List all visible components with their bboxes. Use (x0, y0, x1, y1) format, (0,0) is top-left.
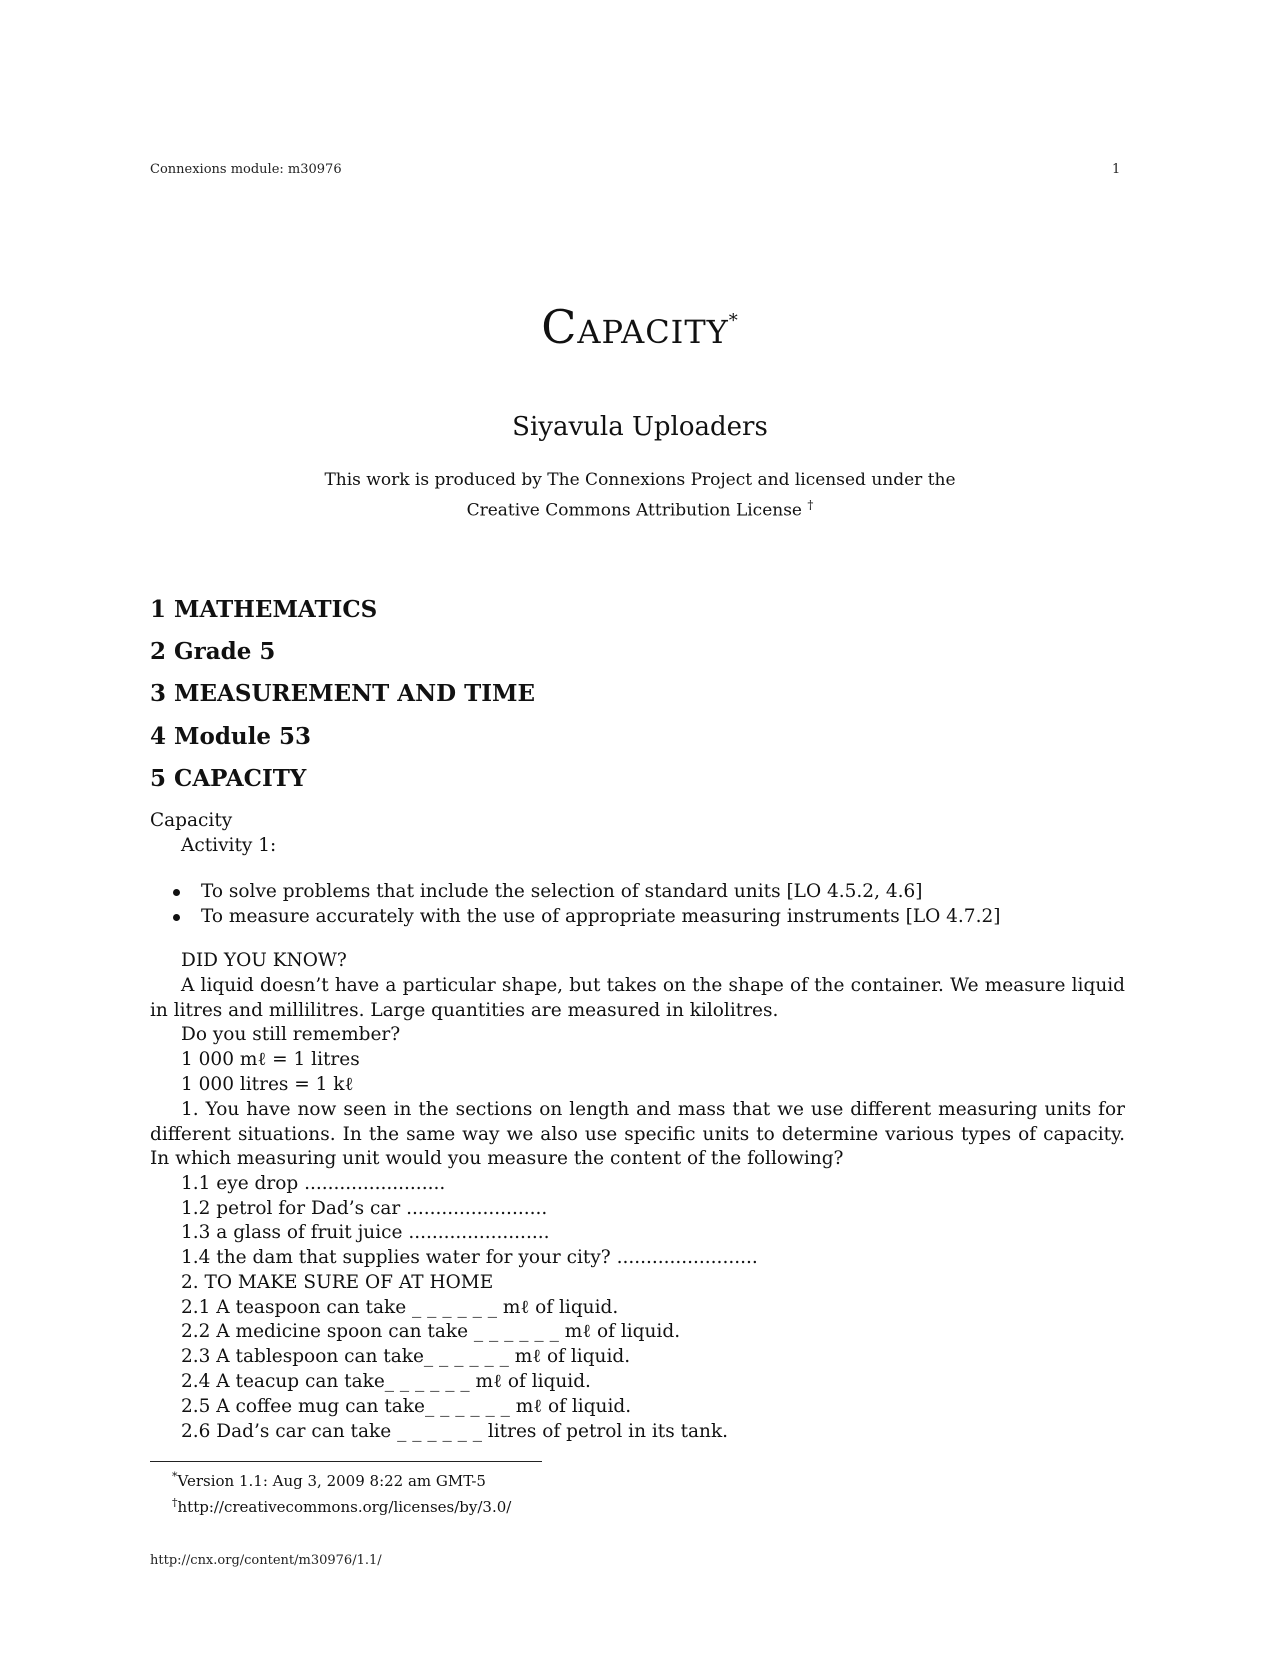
section-heading-5: 5 CAPACITY (150, 765, 307, 792)
conversion-line-1: 1 000 mℓ = 1 litres (181, 1049, 360, 1070)
question-1-item: 1.2 petrol for Dad’s car ........................ (181, 1198, 548, 1219)
objectives-list (168, 880, 1128, 929)
liquid-paragraph: A liquid doesn’t have a particular shape, but takes on the shape of the container. We measure liquid in litres and millilitres. Large quantities are measured in kilolitres. (150, 975, 1125, 1021)
list-item: To measure accurately with the use of appropriate measuring instruments [LO 4.7.2] (168, 905, 1128, 930)
license-notice (0, 468, 1280, 524)
question-2-item: 2.1 A teaspoon can take _ _ _ _ _ _ mℓ of liquid. (181, 1297, 619, 1318)
remember-line: Do you still remember? (181, 1024, 401, 1045)
did-you-know-heading: DID YOU KNOW? (181, 950, 347, 971)
question-2-item: 2.3 A tablespoon can take_ _ _ _ _ _ mℓ of liquid. (181, 1346, 631, 1367)
footnotes (172, 1466, 511, 1518)
footnote-version: *Version 1.1: Aug 3, 2009 8:22 am GMT-5 (172, 1470, 486, 1490)
section-heading-4: 4 Module 53 (150, 723, 312, 750)
footnote-rule (150, 1461, 542, 1462)
question-1-item: 1.1 eye drop ........................ (181, 1173, 446, 1194)
question-1: 1. You have now seen in the sections on length and mass that we use different measuring units for different situations. In the same way we also use specific units to determine various types of capacity. In which measuring unit would you measure the content of the following? (150, 1099, 1125, 1170)
title-footnote-mark: * (728, 310, 739, 332)
question-1-item: 1.3 a glass of fruit juice ........................ (181, 1222, 550, 1243)
section-heading-1: 1 MATHEMATICS (150, 596, 378, 623)
author: Siyavula Uploaders (512, 412, 768, 442)
footnote-license-url[interactable]: †http://creativecommons.org/licenses/by/3.0/ (172, 1496, 512, 1516)
conversion-line-2: 1 000 litres = 1 kℓ (181, 1074, 354, 1095)
question-1-item: 1.4 the dam that supplies water for your city? ........................ (181, 1247, 758, 1268)
footer-url-link[interactable]: http://cnx.org/content/m30976/1.1/ (150, 1553, 382, 1568)
title-text: Capacity (541, 300, 729, 354)
question-2-item: 2.4 A teacup can take_ _ _ _ _ _ mℓ of liquid. (181, 1371, 591, 1392)
license-footnote-mark: † (807, 498, 814, 512)
running-header-module: Connexions module: m30976 (150, 162, 342, 177)
section-heading-2: 2 Grade 5 (150, 638, 276, 665)
running-header-page-number: 1 (1112, 162, 1121, 177)
section-heading-3: 3 MEASUREMENT AND TIME (150, 680, 535, 707)
document-title (0, 300, 1280, 354)
question-2-item: 2.2 A medicine spoon can take _ _ _ _ _ _ mℓ of liquid. (181, 1321, 681, 1342)
activity-label: Activity 1: (181, 835, 277, 856)
license-line-2: Creative Commons Attribution License † (466, 498, 814, 521)
license-line-1: This work is produced by The Connexions Project and licensed under the (324, 470, 956, 490)
question-2-item: 2.5 A coffee mug can take_ _ _ _ _ _ mℓ of liquid. (181, 1396, 632, 1417)
question-2-item: 2.6 Dad’s car can take _ _ _ _ _ _ litres of petrol in its tank. (181, 1421, 729, 1442)
capacity-label: Capacity (150, 810, 233, 831)
question-2-heading: 2. TO MAKE SURE OF AT HOME (181, 1272, 494, 1293)
list-item: To solve problems that include the selection of standard units [LO 4.5.2, 4.6] (168, 880, 1128, 905)
